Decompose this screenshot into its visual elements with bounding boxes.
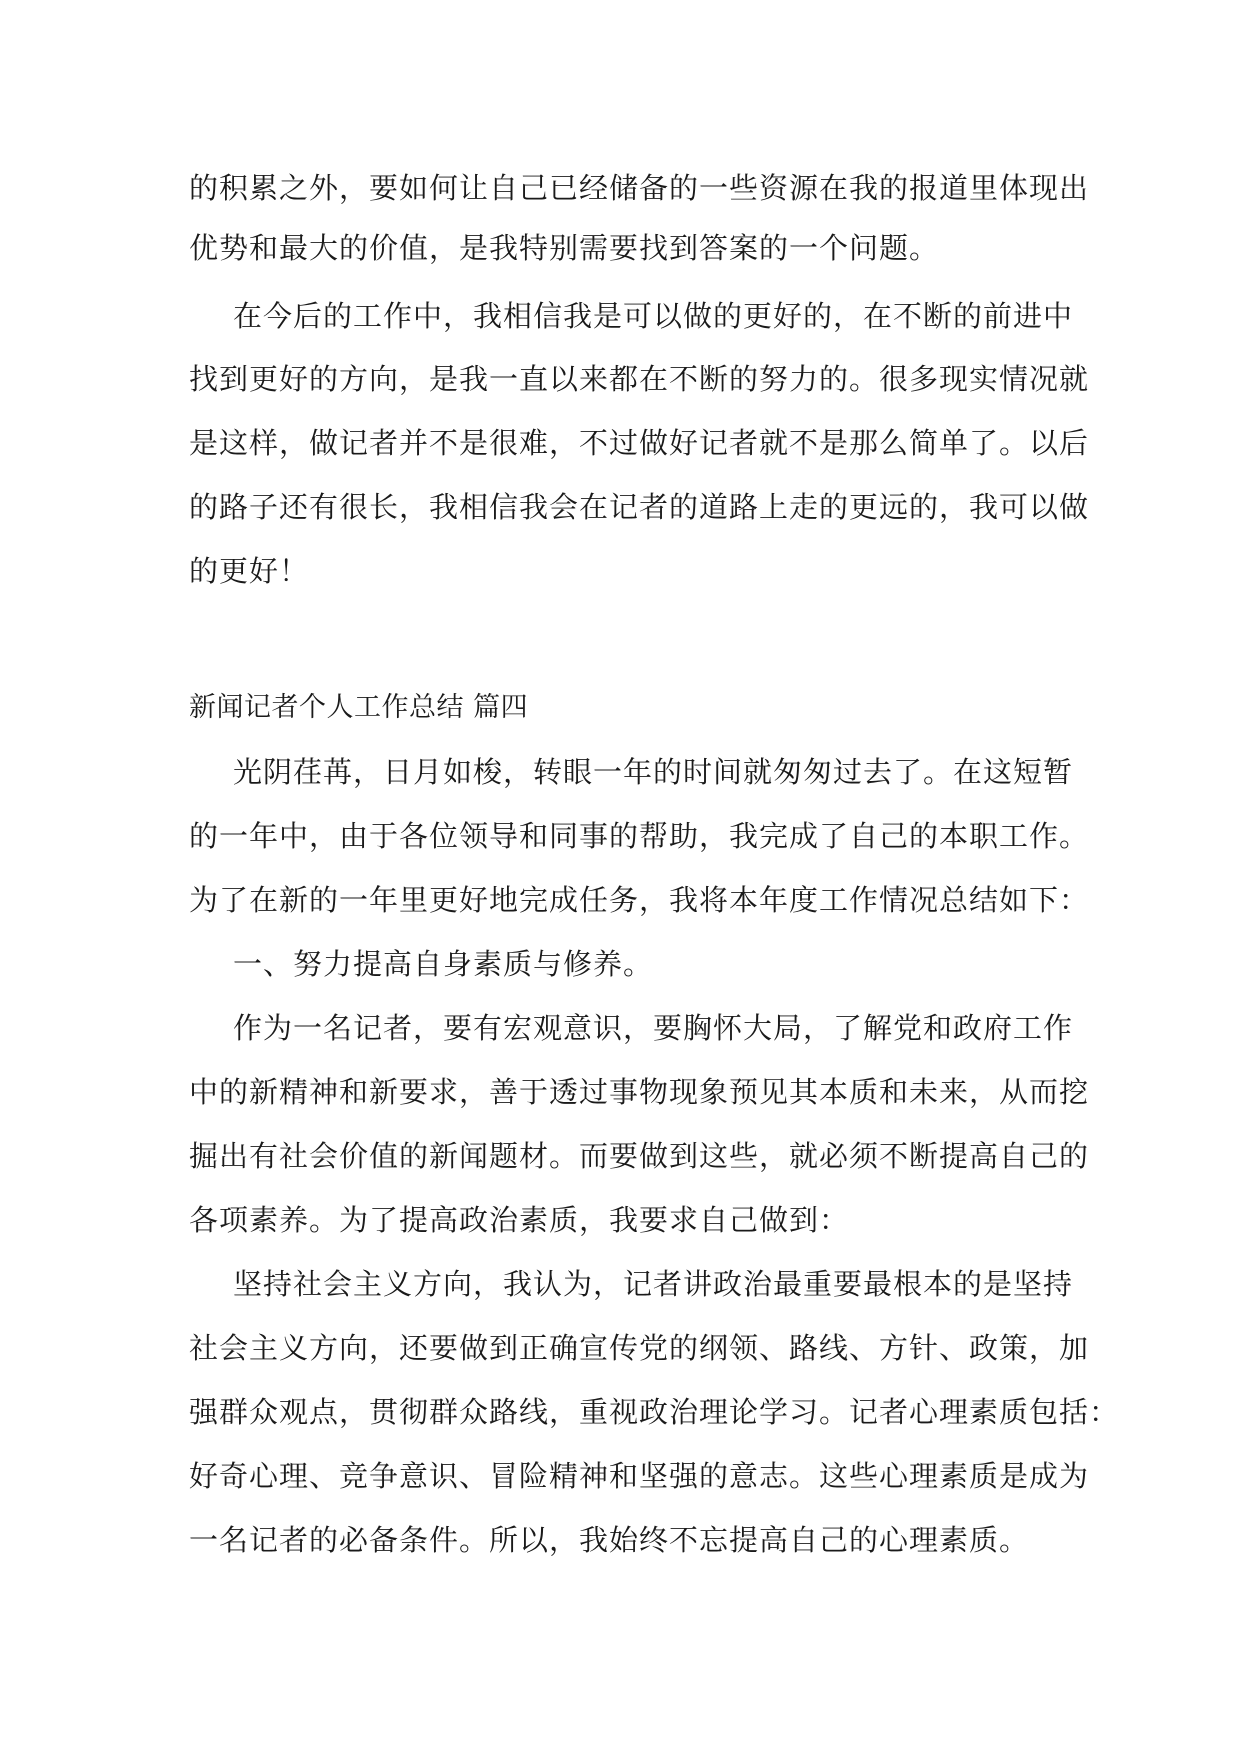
paragraph-line: 的更好！ xyxy=(189,554,310,588)
paragraph-line: 作为一名记者，要有宏观意识，要胸怀大局，了解党和政府工作 xyxy=(233,1011,1074,1045)
paragraph-line: 的一年中，由于各位领导和同事的帮助，我完成了自己的本职工作。 xyxy=(189,819,1090,853)
paragraph-line: 好奇心理、竞争意识、冒险精神和坚强的意志。这些心理素质是成为 xyxy=(189,1459,1090,1493)
paragraph-line: 中的新精神和新要求，善于透过事物现象预见其本质和未来，从而挖 xyxy=(189,1075,1090,1109)
paragraph-line: 光阴荏苒，日月如梭，转眼一年的时间就匆匆过去了。在这短暂 xyxy=(233,755,1074,789)
paragraph-line: 社会主义方向，还要做到正确宣传党的纲领、路线、方针、政策，加 xyxy=(189,1331,1090,1365)
paragraph-line: 优势和最大的价值，是我特别需要找到答案的一个问题。 xyxy=(189,231,940,265)
paragraph-line: 为了在新的一年里更好地完成任务，我将本年度工作情况总结如下： xyxy=(189,883,1090,917)
subheading-line: 一、努力提高自身素质与修养。 xyxy=(233,947,654,981)
paragraph-line: 强群众观点，贯彻群众路线，重视政治理论学习。记者心理素质包括： xyxy=(189,1395,1120,1429)
paragraph-line: 在今后的工作中，我相信我是可以做的更好的，在不断的前进中 xyxy=(233,299,1074,333)
paragraph-line: 找到更好的方向，是我一直以来都在不断的努力的。很多现实情况就 xyxy=(189,362,1090,396)
paragraph-line: 是这样，做记者并不是很难，不过做好记者就不是那么简单了。以后 xyxy=(189,426,1090,460)
paragraph-line: 的积累之外，要如何让自己已经储备的一些资源在我的报道里体现出 xyxy=(189,171,1090,205)
paragraph-line: 坚持社会主义方向，我认为，记者讲政治最重要最根本的是坚持 xyxy=(233,1267,1074,1301)
paragraph-line: 掘出有社会价值的新闻题材。而要做到这些，就必须不断提高自己的 xyxy=(189,1139,1090,1173)
section-heading: 新闻记者个人工作总结 篇四 xyxy=(189,692,529,723)
paragraph-line: 各项素养。为了提高政治素质，我要求自己做到： xyxy=(189,1203,850,1237)
paragraph-line: 的路子还有很长，我相信我会在记者的道路上走的更远的，我可以做 xyxy=(189,490,1090,524)
paragraph-line: 一名记者的必备条件。所以，我始终不忘提高自己的心理素质。 xyxy=(189,1523,1030,1557)
